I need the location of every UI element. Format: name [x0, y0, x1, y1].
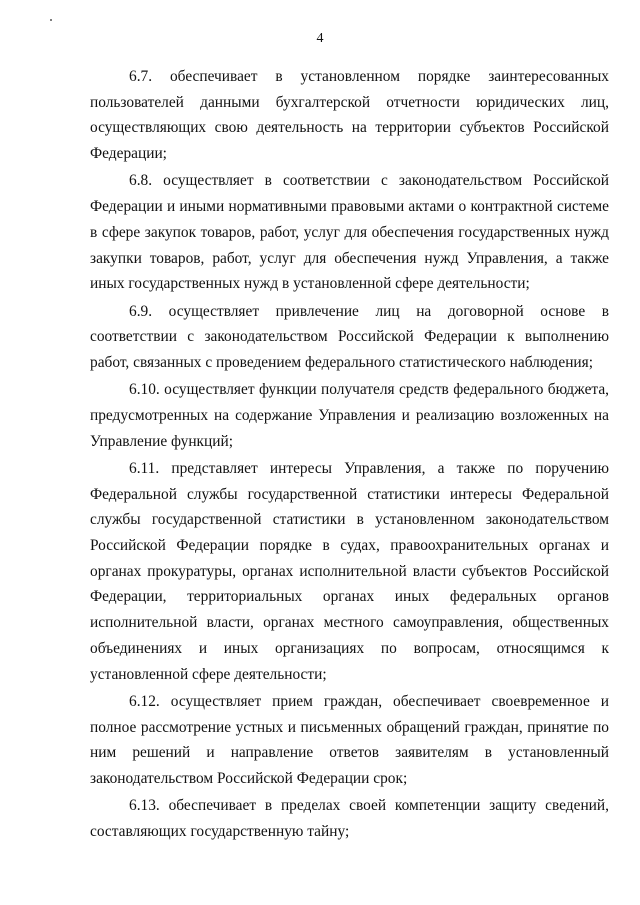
paragraph-6-8: 6.8. осуществляет в соответствии с законодательством Российской Федерации и иными нормативными правовыми актами о контрактной системе в сфере закупок товаров, работ, услуг для обеспечения государственных нужд закупки товаров, работ, услуг для обеспечения нужд Управления, а также иных государственных нужд в установленной сфере деятельности; [90, 172, 609, 293]
paragraph-6-12: 6.12. осуществляет прием граждан, обеспечивает своевременное и полное рассмотрение устных и письменных обращений граждан, принятие по ним решений и направление ответов заявителям в установленный законодательством Российской Федерации срок; [90, 692, 609, 787]
paragraph-6-11: 6.11. представляет интересы Управления, а также по поручению Федеральной службы государственной статистики интересы Федеральной службы государственной статистики в установленном законодательством Российской Федерации порядке в судах, правоохранительных органах и органах прокуратуры, органах исполнительной власти субъектов Российской Федерации, территориальных органах иных федеральных органов исполнительной власти, органах местного самоуправления, общественных объединениях и иных организациях по вопросам, относящимся к установленной сфере деятельности; [90, 459, 609, 683]
scan-speck [50, 19, 52, 21]
document-body [90, 64, 609, 846]
paragraph-6-13: 6.13. обеспечивает в пределах своей компетенции защиту сведений, составляющих государственную тайну; [90, 797, 609, 840]
paragraph-6-9: 6.9. осуществляет привлечение лиц на договорной основе в соответствии с законодательством Российской Федерации к выполнению работ, связанных с проведением федерального статистического наблюдения; [90, 302, 609, 371]
paragraph-6-7: 6.7. обеспечивает в установленном порядке заинтересованных пользователей данными бухгалтерской отчетности юридических лиц, осуществляющих свою деятельность на территории субъектов Российской Федерации; [90, 68, 609, 163]
paragraph-6-10: 6.10. осуществляет функции получателя средств федерального бюджета, предусмотренных на содержание Управления и реализацию возложенных на Управление функций; [90, 381, 609, 450]
page-number: 4 [316, 31, 324, 46]
